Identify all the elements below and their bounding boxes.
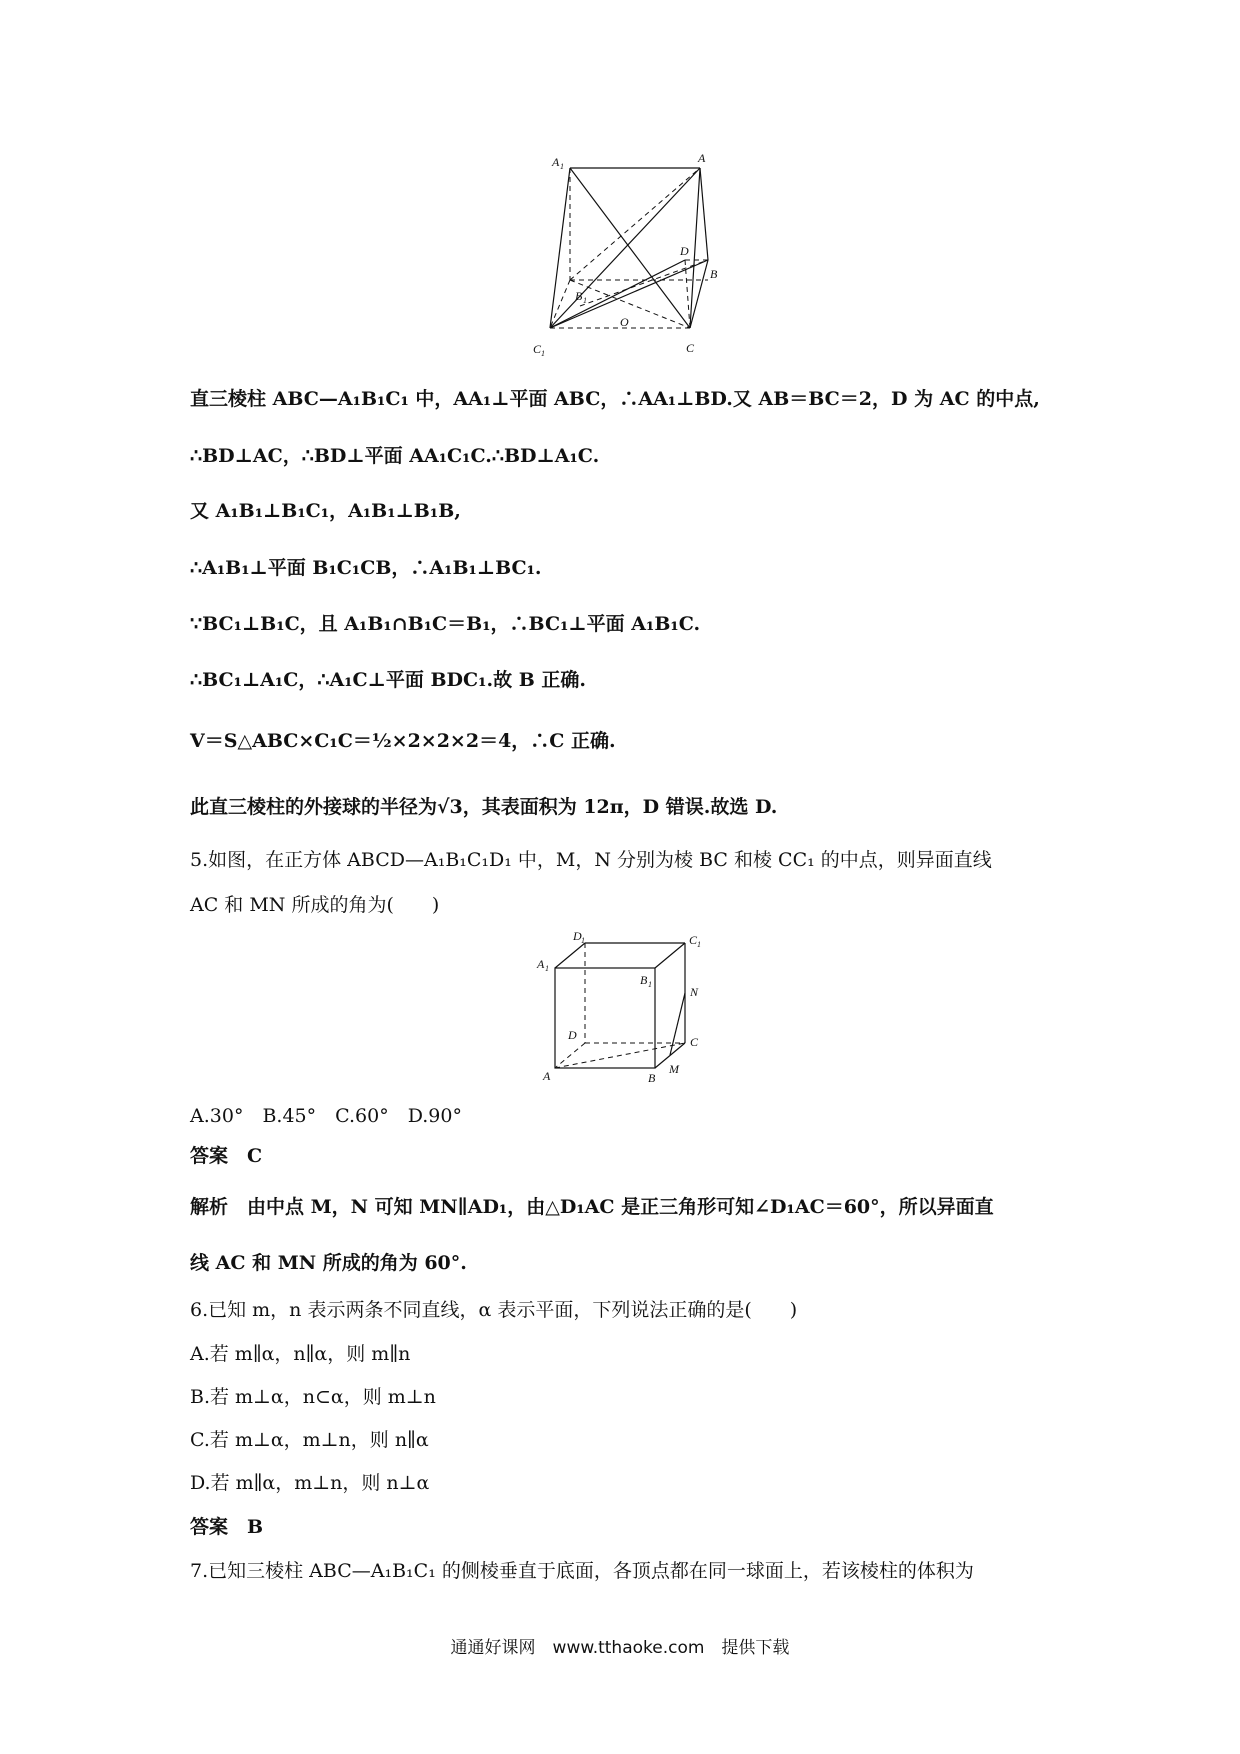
label-a: A <box>543 1069 551 1083</box>
question-5-explanation-cont: 线 AC 和 MN 所成的角为 60°. <box>190 1252 467 1274</box>
question-7-stem: 7.已知三棱柱 ABC—A₁B₁C₁ 的侧棱垂直于底面，各顶点都在同一球面上，若该棱柱的体积为 <box>190 1560 974 1582</box>
solution-line-1: 直三棱柱 ABC—A₁B₁C₁ 中，AA₁⊥平面 ABC，∴AA₁⊥BD.又 AB＝BC＝2，D 为 AC 的中点, <box>190 388 1040 410</box>
question-5-options: A.30° B.45° C.60° D.90° <box>190 1105 462 1127</box>
label-c1-sub: 1 <box>697 940 701 949</box>
question-6-option-a: A.若 m∥α，n∥α，则 m∥n <box>190 1343 411 1365</box>
label-b: B <box>710 267 718 281</box>
question-6-option-c: C.若 m⊥α，m⊥n，则 n∥α <box>190 1429 429 1451</box>
question-5-answer: 答案 C <box>190 1145 263 1167</box>
label-d: D <box>568 1028 577 1042</box>
label-m: M <box>669 1062 679 1076</box>
label-d1-sub: 1 <box>581 936 585 945</box>
solution-line-8: 此直三棱柱的外接球的半径为√3，其表面积为 12π，D 错误.故选 D. <box>190 796 778 818</box>
question-5-explanation: 解析 由中点 M，N 可知 MN∥AD₁，由△D₁AC 是正三角形可知∠D₁AC＝60°，所以异面直 <box>190 1196 994 1218</box>
label-a1-sub: 1 <box>545 964 549 973</box>
question-6-option-b: B.若 m⊥α，n⊂α，则 m⊥n <box>190 1386 436 1408</box>
question-6-stem: 6.已知 m，n 表示两条不同直线，α 表示平面，下列说法正确的是( ) <box>190 1299 798 1321</box>
label-c: C <box>686 341 695 355</box>
label-n: N <box>690 985 699 999</box>
cube-diagram <box>535 928 715 1083</box>
label-a1: A <box>552 155 560 169</box>
solution-line-2: ∴BD⊥AC，∴BD⊥平面 AA₁C₁C.∴BD⊥A₁C. <box>190 445 600 467</box>
prism-diagram <box>520 148 720 363</box>
label-b1-sub: 1 <box>648 980 652 989</box>
solution-line-7: V＝S△ABC×C₁C＝½×2×2×2＝4，∴C 正确. <box>190 730 616 752</box>
solution-line-6: ∴BC₁⊥A₁C，∴A₁C⊥平面 BDC₁.故 B 正确. <box>190 669 586 691</box>
label-c1: C <box>689 933 698 947</box>
question-5-stem: 5.如图，在正方体 ABCD—A₁B₁C₁D₁ 中，M，N 分别为棱 BC 和棱 CC₁ 的中点，则异面直线 <box>190 849 992 871</box>
page-footer: 通通好课网 www.tthaoke.com 提供下载 <box>450 1638 790 1658</box>
solution-line-5: ∵BC₁⊥B₁C，且 A₁B₁∩B₁C＝B₁，∴BC₁⊥平面 A₁B₁C. <box>190 613 701 635</box>
prism-figure <box>520 148 720 363</box>
label-b1: B <box>640 973 648 987</box>
label-a: A <box>698 151 706 165</box>
question-5-stem-cont: AC 和 MN 所成的角为( ) <box>190 894 440 916</box>
label-c1: C <box>533 342 542 356</box>
label-b1: B <box>575 289 583 303</box>
label-a1: A <box>537 957 545 971</box>
question-6-option-d: D.若 m∥α，m⊥n，则 n⊥α <box>190 1472 430 1494</box>
label-c: C <box>690 1035 699 1049</box>
question-6-answer: 答案 B <box>190 1516 264 1538</box>
label-b1-sub: 1 <box>583 296 587 305</box>
label-d1: D <box>573 929 582 943</box>
label-b: B <box>648 1071 656 1083</box>
label-o: O <box>620 315 629 329</box>
label-d: D <box>680 244 689 258</box>
solution-line-4: ∴A₁B₁⊥平面 B₁C₁CB，∴A₁B₁⊥BC₁. <box>190 557 542 579</box>
cube-figure <box>535 928 715 1083</box>
solution-line-3: 又 A₁B₁⊥B₁C₁，A₁B₁⊥B₁B, <box>190 500 461 522</box>
label-c1-sub: 1 <box>541 349 545 358</box>
label-a1-sub: 1 <box>560 162 564 171</box>
